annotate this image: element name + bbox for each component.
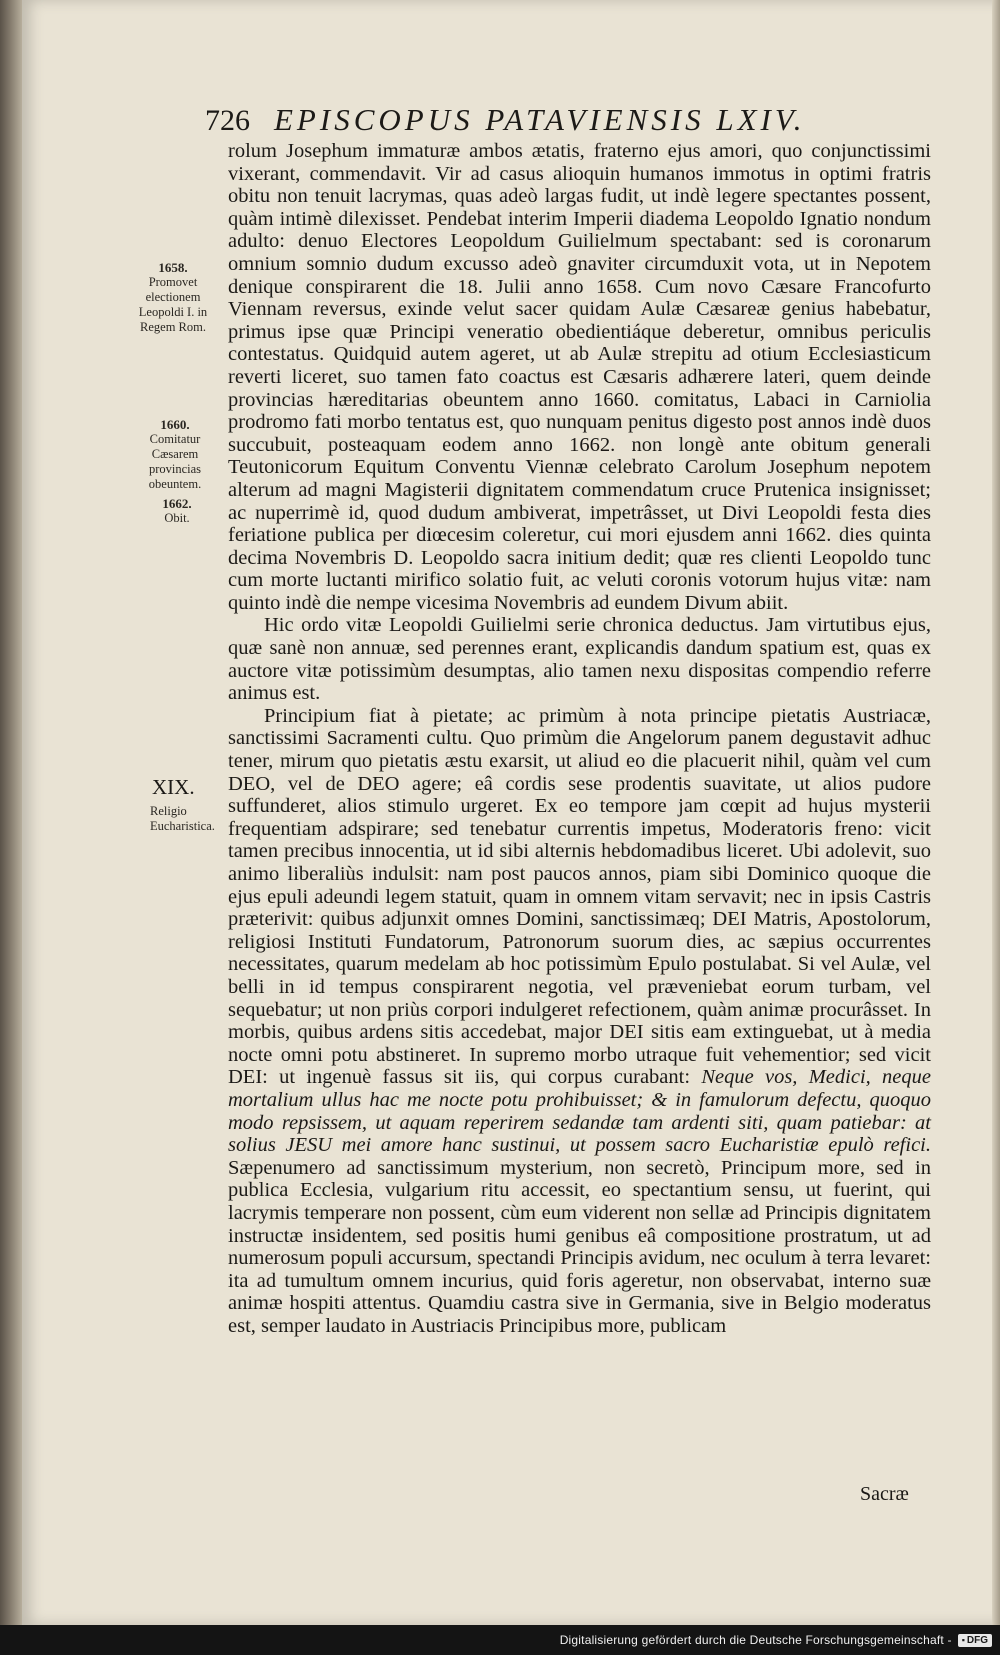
marginal-year: 1660.: [160, 417, 190, 432]
page-number: 726: [205, 104, 250, 137]
marginal-year: 1658.: [158, 260, 188, 275]
paragraph-text: Sæpenumero ad sanctissimum mysterium, non secretò, Principum more, sed in publica Ecclesia, vulgarium ritu accessit, eo spectantium sensu, ut fuerint, qui lacrymis temperare non possent, cùm eum viderent non sellæ ad Principis dignitatem instructæ insidentem, sed positis humi genibus eâ compositione prostratum, ut ad numerosum populi accursum, spectandi Principis avidum, nec oculum à terra levaret: ita ad tumultum omnem incurius, quid foris ageretur, non observabat, interno suæ animæ hospiti attentus. Quamdiu castra sive in Germania, sive in Belgio moderatus est, semper laudato in Austriacis Principibus more, publicam: [228, 1156, 931, 1337]
section-note: Religio Eucharistica.: [150, 804, 215, 833]
catchword: Sacræ: [860, 1483, 909, 1505]
book-gutter-edge: [0, 0, 22, 1625]
funding-credit: Digitalisierung gefördert durch die Deutsche Forschungsgemeinschaft -: [559, 1633, 952, 1647]
digitization-footer: [0, 1625, 1000, 1655]
main-text-block: [228, 140, 931, 1337]
paragraph-text: Principium fiat à pietate; ac primùm à nota principe pietatis Austriacæ, sanctissimi Sacramenti cultu. Quo primùm die Angelorum panem degustavit adhuc tener, mirum quo pietatis æstu exarsit, ut aliud eo die placuerit nihil, quàm vel cum DEO, vel de DEO agere; eâ cordis sese prodentis suavitate, ut alios pudore suffunderet, alios stimulo urgeret. Ex eo tempore jam cœpit ad hujus mysterii frequentiam adspirare; sed tenebatur currentis impetus, Moderatoris freno: vicit tamen precibus innocentia, ut id sibi alternis hebdomadibus liceret. Ubi adolevit, suo animo liberaliùs indulsit: nam post paucos annos, piam sibi Dominico quoque die ejus epuli adeundi legem statuit, quam in omnem vitam servavit; nec in ipsis Castris præterivit: quibus adjunxit omnes Domini, sanctissimæq; DEI Matris, Apostolorum, religiosi Instituti Fundatorum, Patronorum suorum dies, ac sæpius occurrentes necessitates, quarum medelam ab hoc potissimùm Epulo postulabat. Si vel Aulæ, vel belli in id tempus conspirarent negotia, vel præveniebat eorum turbam, vel sequebatur; ut non priùs corpori indulgeret refectionem, quàm animæ procurâsset. In morbis, quibus ardens sitis accedebat, major DEI sitis eam extinguebat, ut à media nocte omni potu abstineret. In supremo morbo utraque fuit vehementior; sed vicit DEI: ut ingenuè fassus sit iis, qui corpus curabant:: [228, 704, 931, 1089]
quotation: Neque vos, Medici, neque mortalium ullus hac me nocte potu prohibuisset; & in famulorum defectu, quoquo modo repsissem, ut aquam reperirem sedandæ tam ardenti siti, quam patiebar: at solius JESU mei amore hanc sustinui, ut possem sacro Eucharistiæ epulò refici.: [228, 1066, 931, 1157]
page-header: [205, 102, 905, 142]
marginal-note-1660: [134, 417, 216, 492]
paragraph: [228, 705, 931, 1338]
marginal-note-1658: [132, 260, 214, 335]
marginal-year: 1662.: [162, 496, 192, 511]
running-head: EPISCOPUS PATAVIENSIS LXIV.: [274, 102, 806, 137]
paragraph: rolum Josephum immaturæ ambos ætatis, fraterno ejus amori, quo conjunctissimi vixerant, commendavit. Vir ad casus alioquin humanos immotus in optimi fratris obitu non tenuit lacrymas, quas adeò largas fudit, ut indè legere spectantes possent, quàm intimè dilexisset. Pendebat interim Imperii diadema Leopoldo Ignatio nondum adulto: denuo Electores Leopoldum Guilielmum spectabant: sed is coronarum omnium somnio dudum excusso adeò gnaviter circumduxit vota, ut in Nepotem denique conspirarent die 18. Julii anno 1658. Cum novo Cæsare Francofurto Viennam reversus, exinde velut sacer quidam Aulæ Cæsareæ genius habebatur, primus ipse quæ Principi veneratio obedientiáque deberetur, omnibus periculis contestatus. Quidquid autem ageret, ut ab Aulæ strepitu ad otium Ecclesiasticum reverti liceret, suo tamen fato coactus est Cæsaris adhærere lateri, quem deinde provincias hæreditarias obeuntem anno 1660. comitatus, Labaci in Carniolia prodromo fati morbo tentatus est, quo nunquam penitus digesto post annos indè duos succubuit, posteaquam eodem anno 1662. non longè ante obitum generali Teutonicorum Equitum Conventu Viennæ celebrato Carolum Josephum nepotem alterum ad magni Magisterii dignitatem commendatum cruce Prutenica insignisset; ac nuperrimè id, quod dudum ambiverat, impetrâsset, ut Divi Leopoldi festa dies feriatione publica per diœcesim coleretur, cui mori ejusdem anni 1662. dies quinta decima Novembris D. Leopoldo sacra initium dedit; quæ res clienti Leopoldo tunc cum morte luctanti mirifico solatio fuit, ac veluti coronis votorum hujus vitæ: nam quinto indè die nempe vicesima Novembris ad eundem Divum abiit.: [228, 140, 931, 614]
marginal-note-1662: [136, 496, 218, 526]
paragraph: Hic ordo vitæ Leopoldi Guilielmi serie chronica deductus. Jam virtutibus ejus, quæ sanè non annuæ, sed perennes erant, explicandis dandum spatium est, quas ex auctore vitæ potissimùm desumptas, alio tamen nexu dispositas compendio referre animus est.: [228, 614, 931, 705]
section-number: XIX.: [152, 775, 195, 799]
marginal-text: Promovet electionem Leopoldi I. in Regem Rom.: [138, 275, 208, 334]
page-fore-edge: [992, 0, 1000, 1625]
marginal-text: Obit.: [164, 511, 190, 525]
dfg-logo: ▪ DFG: [958, 1634, 992, 1647]
marginal-text: Comitatur Cæsarem provincias obeuntem.: [148, 432, 202, 491]
